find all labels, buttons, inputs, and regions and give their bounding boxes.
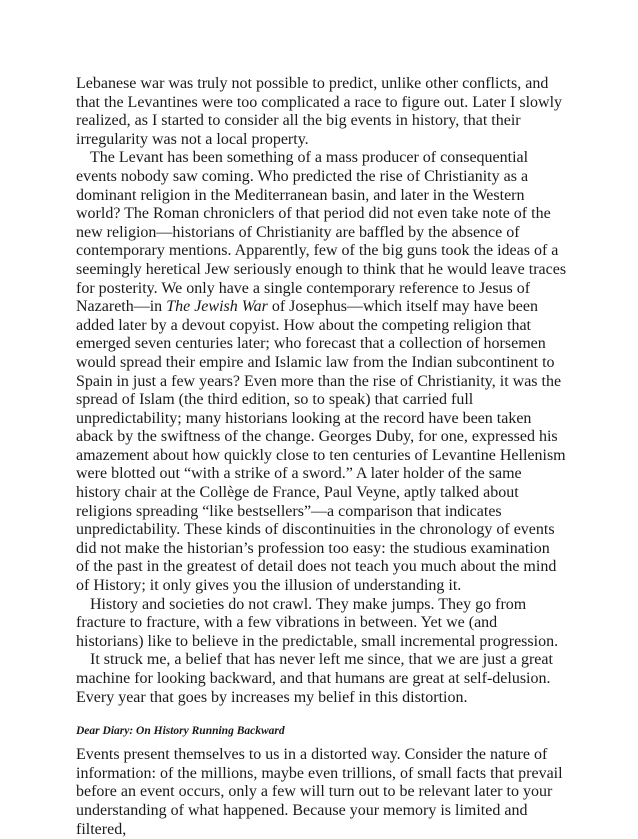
text-run: It struck me, a belief that has never left me since, that we are just a great machine for looking backward, and that humans are great at self-delusion. Every year that goes by increases my belief in this distortion. <box>76 651 553 706</box>
book-page <box>76 75 567 839</box>
body-paragraph <box>76 149 567 595</box>
text-run: History and societies do not crawl. They make jumps. They go from fracture to fracture, with a few vibrations in between. Yet we (and historians) like to believe in the predictable, small incremental progression. <box>76 595 559 650</box>
body-paragraph <box>76 651 567 707</box>
section-heading: Dear Diary: On History Running Backward <box>76 725 285 738</box>
text-run: Events present themselves to us in a distorted way. Consider the nature of information: of the millions, maybe even trillions, of small facts that prevail before an event occurs, only a few will turn out to be relevant later to your understanding of what happened. Because your memory is limited and filtered, <box>76 746 563 838</box>
body-paragraph <box>76 75 567 149</box>
body-paragraph <box>76 596 567 652</box>
text-run: The Levant has been something of a mass producer of consequential events nobody saw coming. Who predicted the rise of Christianity as a dominant religion in the Mediterranean basin, and later in the Western world? The Roman chroniclers of that period did not even take note of the new religion—historians of Christianity are baffled by the absence of contemporary mentions. Apparently, few of the big guns took the ideas of a seemingly heretical Jew seriously enough to think that he would leave traces for posterity. We only have a single contemporary reference to Jesus of Nazareth—in <box>76 149 567 316</box>
body-paragraph <box>76 746 567 839</box>
text-run: of Josephus—which itself may have been added later by a devout copyist. How about the competing religion that emerged seven centuries later; who forecast that a collection of horsemen would spread their empire and Islamic law from the Indian subcontinent to Spain in just a few years? Even more than the rise of Christianity, it was the spread of Islam (the third edition, so to speak) that carried full unpredictability; many historians looking at the record have been taken aback by the swiftness of the change. Georges Duby, for one, expressed his amazement about how quickly close to ten centuries of Levantine Hellenism were blotted out “with a strike of a sword.” A later holder of the same history chair at the Collège de France, Paul Veyne, aptly talked about religions spreading “like bestsellers”—a comparison that indicates unpredictability. These kinds of discontinuities in the chronology of events did not make the historian’s profession too easy: the studious examination of the past in the greatest of detail does not teach you much about the mind of History; it only gives you the illusion of understanding it. <box>76 298 566 595</box>
text-run: Lebanese war was truly not possible to predict, unlike other conflicts, and that the Levantines were too complicated a race to figure out. Later I slowly realized, as I started to consider all the big events in history, that their irregularity was not a local property. <box>76 75 563 148</box>
book-title-italic: The Jewish War <box>166 298 268 316</box>
